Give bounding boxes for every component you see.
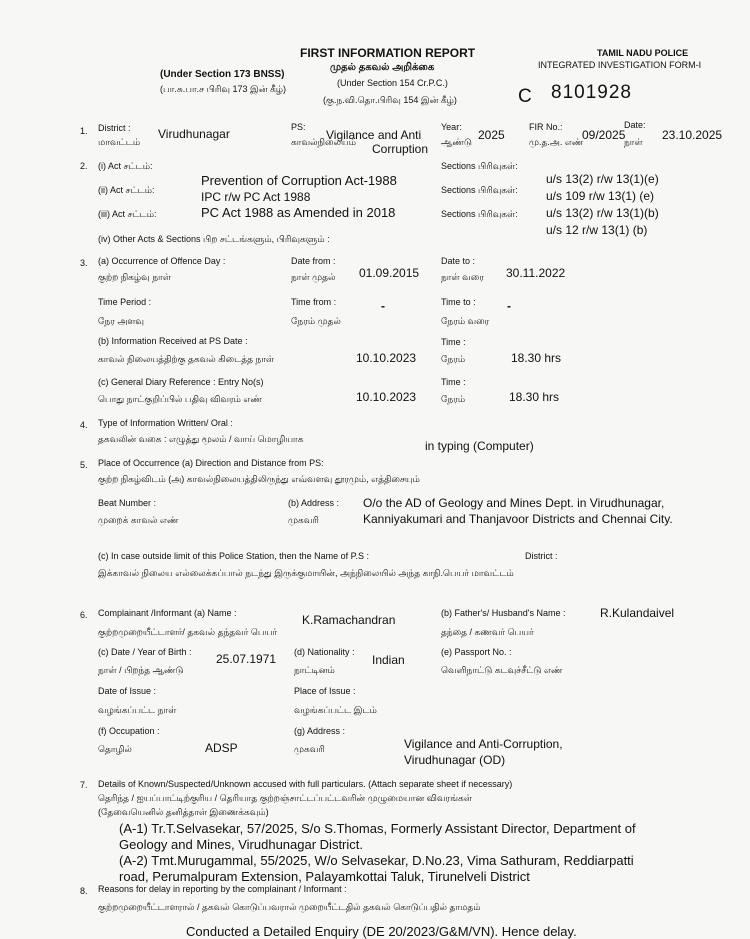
date-label-tamil: நாள் [624,137,643,147]
row-number: 2. [80,161,88,171]
row-number: 7. [80,780,88,790]
district-label-tamil: மாவட்டம் [98,137,141,147]
address-label: (b) Address : [288,498,340,508]
section-value-4: u/s 12 r/w 13(1) (b) [546,223,648,237]
fir-no-label: FIR No.: [529,122,563,132]
complainant-address-line2: Virudhunagar (OD) [404,753,506,767]
section-value-2: u/s 109 r/w 13(1) (e) [546,189,655,203]
other-acts-label: (iv) Other Acts & Sections பிற சட்டங்களும், பிரிவுகளும் : [98,234,330,244]
date-from-label: Date from : [291,256,336,266]
serial-prefix: C [518,86,532,107]
outside-district-label: District : [525,551,558,561]
section-value-1: u/s 13(2) r/w 13(1)(e) [546,172,659,186]
act3-value: PC Act 1988 as Amended in 2018 [201,205,396,220]
act3-label: (iii) Act சட்டம்: [98,209,157,219]
sections-label: Sections பிரிவுகள்: [441,161,518,171]
issue-place-label: Place of Issue : [294,686,356,696]
row-number: 3. [80,258,88,268]
district-value: Virudhunagar [158,127,230,141]
ps-value-line1: Vigilance and Anti [326,128,422,142]
ps-value-line2: Corruption [372,142,429,156]
outside-limit-label: (c) In case outside limit of this Police Station, then the Name of P.S : [98,551,369,561]
passport-label-tamil: வெளிநாட்டு கடவுச்சீட்டு எண் [441,665,563,675]
time-to-label-tamil: நேரம் வரை [441,316,490,326]
report-title: FIRST INFORMATION REPORT [300,46,476,60]
info-type-label: Type of Information Written/ Oral : [98,418,233,428]
time-from-label: Time from : [291,297,337,307]
info-received-date: 10.10.2023 [356,351,417,365]
place-address-line1: O/o the AD of Geology and Mines Dept. in Virudhunagar, [363,496,665,510]
time-period-label-tamil: நேர அளவு [98,316,145,326]
year-label: Year: [441,122,462,132]
time-to-label: Time to : [441,297,476,307]
place-label: Place of Occurrence (a) Direction and Distance from PS: [98,458,324,468]
section-value-3: u/s 13(2) r/w 13(1)(b) [546,206,659,220]
occupation-label-tamil: தொழில் [98,744,132,754]
place-address-line2: Kanniyakumari and Thanjavoor Districts and Chennai City. [363,512,673,526]
sections-label: Sections பிரிவுகள்: [441,185,518,195]
father-name-label-tamil: தந்தை / கணவர் பெயர் [441,627,534,637]
row-number: 5. [80,460,88,470]
row-number: 8. [80,886,88,896]
address-label-tamil: முகவரி [288,515,319,525]
info-received-label-tamil: காவல் நிலையத்திற்கு தகவல் கிடைத்த நாள் [98,354,275,364]
accused-1-line2: Geology and Mines, Virudhunagar District. [119,837,363,852]
gd-time: 18.30 hrs [509,390,560,404]
time-label: Time : [441,337,466,347]
accused-label-tamil: தெரிந்த / ஐயப்பாட்டிற்குரிய / தெரியாத குற்றஞ்சாட்டப்பட்டவரின் முழுமையான விவரங்கள் [98,793,472,803]
occurrence-day-label: (a) Occurrence of Offence Day : [98,256,226,266]
issue-date-label-tamil: வழங்கப்பட்ட நாள் [98,705,177,715]
info-type-value: in typing (Computer) [425,439,534,453]
nationality-label: (d) Nationality : [294,647,355,657]
fir-no-value: 09/2025 [582,128,626,142]
dob-label: (c) Date / Year of Birth : [98,647,192,657]
occupation-value: ADSP [205,741,238,755]
act2-value: IPC r/w PC Act 1988 [201,190,311,204]
passport-label: (e) Passport No. : [441,647,512,657]
time-label-tamil: நேரம் [441,394,466,404]
time-label-tamil: நேரம் [441,354,466,364]
act1-value: Prevention of Corruption Act-1988 [201,173,397,188]
sections-label: Sections பிரிவுகள்: [441,209,518,219]
ps-label-tamil: காவல்நிலையம் [291,137,356,147]
place-label-tamil: குற்ற நிகழ்விடம் (அ) காவல்நிலையத்திலிருந்து எவ்வளவு தூரமும், எத்திசையும் [98,474,420,484]
father-name-label: (b) Father's/ Husband's Name : [441,608,566,618]
delay-reason-text: Conducted a Detailed Enquiry (DE 20/2023/G&M/VN). Hence delay. [186,924,577,939]
father-name: R.Kulandaivel [600,606,675,620]
row-number: 4. [80,420,88,430]
date-to-label: Date to : [441,256,476,266]
date-to-label-tamil: நாள் வரை [441,272,484,282]
date-from-label-tamil: நாள் முதல் [291,272,336,282]
issue-place-label-tamil: வழங்கப்பட்ட இடம் [294,705,377,715]
info-type-label-tamil: தகவலின் வகை : எழுத்து மூலம் / வாய் மொழியாக [98,434,304,444]
accused-2-line2: road, Perumalpuram Extension, Palayamkottai Taluk, Tirunelveli District [119,869,530,884]
time-from-label-tamil: நேரம் முதல் [291,316,341,326]
nationality-label-tamil: நாட்டினம் [294,665,335,675]
row-number: 6. [80,610,88,620]
complainant-name-label-tamil: குற்றமுறையீட்டாளர்/ தகவல் தந்தவர் பெயர் [98,627,278,637]
ps-label: PS: [291,122,306,132]
gd-reference-label-tamil: பொது நாட்குறிப்பில் பதிவு விவரம் எண் [98,394,262,404]
accused-2-line1: (A-2) Tmt.Murugammal, 55/2025, W/o Selvasekar, D.No.23, Vima Sathuram, Reddiarpatti [119,853,634,868]
year-label-tamil: ஆண்டு [441,137,472,147]
fir-no-label-tamil: மு.த.அ. எண் [529,137,584,147]
dob-value: 25.07.1971 [216,652,277,666]
accused-1-line1: (A-1) Tr.T.Selvasekar, 57/2025, S/o S.Thomas, Formerly Assistant Director, Department of [119,821,636,836]
complainant-address-line1: Vigilance and Anti-Corruption, [404,737,563,751]
under-section-bnss-tamil: (பா.சு.பா.ச பிரிவு 173 இன் கீழ்) [160,84,286,94]
time-to-value: - [507,299,511,313]
occurrence-day-label-tamil: குற்ற நிகழ்வு நாள் [98,272,171,282]
issue-date-label: Date of Issue : [98,686,157,696]
outside-limit-label-tamil: இக்காவல் நிலைய எல்லைக்கப்பால் நடந்து இருக்குமாயின், அந்நிலையில் அந்த காநி.பெயர் மாவட்டம் [98,568,514,578]
act2-label: (ii) Act சட்டம்: [98,185,155,195]
time-label: Time : [441,377,466,387]
info-received-label: (b) Information Received at PS Date : [98,336,248,346]
occupation-label: (f) Occupation : [98,726,160,736]
act1-label: (i) Act சட்டம்: [98,161,153,171]
row-number: 1. [80,126,88,136]
complainant-name: K.Ramachandran [302,613,396,627]
fir-date-value: 23.10.2025 [662,128,723,142]
gd-date: 10.10.2023 [356,390,417,404]
dob-label-tamil: நாள் / பிறந்த ஆண்டு [98,665,184,675]
form-label: INTEGRATED INVESTIGATION FORM-I [538,60,702,70]
beat-number-label-tamil: முறைக் காவல் எண் [98,515,179,525]
time-period-label: Time Period : [98,297,152,307]
complainant-name-label: Complainant /Informant (a) Name : [98,608,237,618]
report-title-tamil: முதல் தகவல் அறிக்கை [330,62,435,73]
accused-label-tamil-note: (தேவையெனில் தனித்தாள் இணைக்கவும்) [98,807,269,817]
date-label: Date: [624,120,646,130]
under-section-bnss: (Under Section 173 BNSS) [160,69,285,80]
date-to-value: 30.11.2022 [506,266,566,280]
delay-reason-label: Reasons for delay in reporting by the complainant / Informant : [98,884,347,894]
date-from-value: 01.09.2015 [359,266,420,280]
under-section-crpc: (Under Section 154 Cr.P.C.) [337,78,448,88]
district-label: District : [98,123,131,133]
year-value: 2025 [478,128,505,142]
complainant-address-label-tamil: முகவரி [294,744,325,754]
gd-reference-label: (c) General Diary Reference : Entry No(s) [98,377,264,387]
under-section-crpc-tamil: (கு.ந.வி.தொ.பிரிவு 154 இன் கீழ்) [323,95,457,105]
accused-label: Details of Known/Suspected/Unknown accused with full particulars. (Attach separate sheet if necessary) [98,779,513,789]
complainant-address-label: (g) Address : [294,726,346,736]
time-from-value: - [381,299,385,313]
delay-reason-label-tamil: குற்றமுறையீட்டாளரால் / தகவல் கொடுப்பவரால் முறையீட்டதில் தகவல் கொடுப்பதில் தாமதம் [98,902,481,912]
police-label: TAMIL NADU POLICE [597,48,689,58]
serial-number: 8101928 [551,82,632,103]
info-received-time: 18.30 hrs [511,351,562,365]
beat-number-label: Beat Number : [98,498,157,508]
nationality-value: Indian [372,653,405,667]
